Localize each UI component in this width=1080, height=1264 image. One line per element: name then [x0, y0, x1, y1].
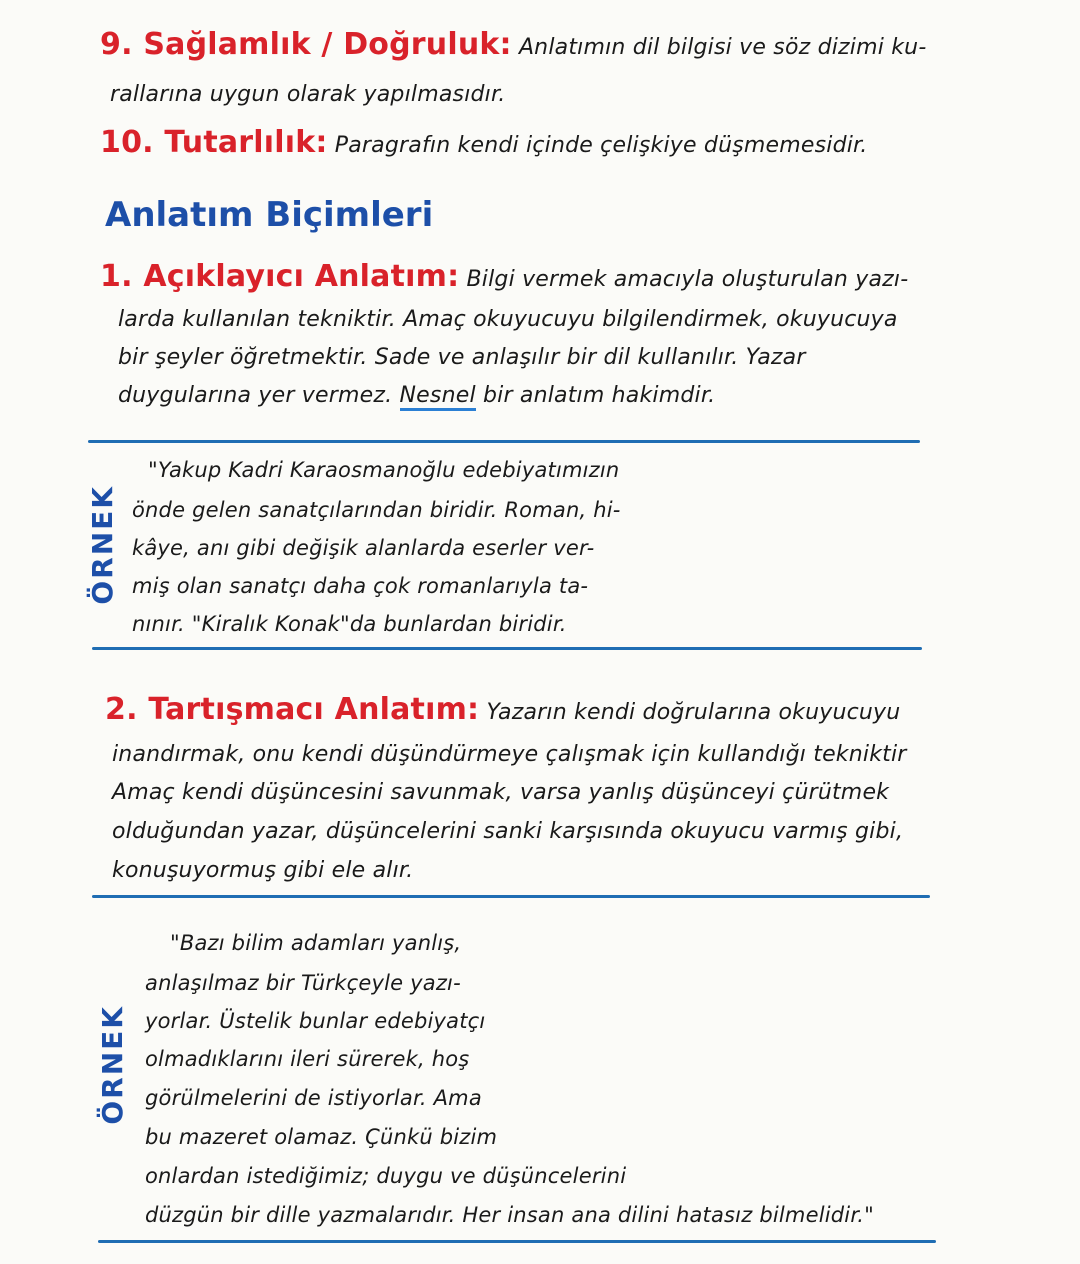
item1-line3: bir şeyler öğretmektir. Sade ve anlaşılır bir dil kullanılır. Yazar: [118, 345, 806, 370]
example1-line1: "Yakup Kadri Karaosmanoğlu edebiyatımızın: [148, 458, 620, 482]
example2-line7: onlardan istediğimiz; duygu ve düşüncelerini: [145, 1164, 627, 1188]
example1-line5: nınır. "Kiralık Konak"da bunlardan biridir.: [132, 612, 567, 636]
divider-2: [92, 647, 922, 650]
item2-line3: Amaç kendi düşüncesini savunmak, varsa yanlış düşünceyi çürütmek: [112, 780, 890, 805]
example2-line3: yorlar. Üstelik bunlar edebiyatçı: [145, 1009, 486, 1033]
item2-line5: konuşuyormuş gibi ele alır.: [112, 858, 414, 883]
item9-line2: rallarına uygun olarak yapılmasıdır.: [110, 82, 506, 107]
item2-line1: [105, 692, 901, 728]
example1-line3: kâye, anı gibi değişik alanlarda eserler ver-: [132, 536, 595, 560]
item1-underlined-word: Nesnel: [400, 383, 476, 411]
example2-line8: düzgün bir dille yazmalarıdır. Her insan ana dilini hatasız bilmelidir.": [145, 1203, 874, 1227]
example2-line6: bu mazeret olamaz. Çünkü bizim: [145, 1125, 498, 1149]
item10-line: [100, 125, 868, 161]
item1-text-1: Bilgi vermek amacıyla oluşturulan yazı-: [466, 267, 909, 292]
section-title: Anlatım Biçimleri: [105, 195, 434, 235]
item2-text-1: Yazarın kendi doğrularına okuyucuyu: [486, 700, 901, 725]
divider-1: [88, 440, 920, 443]
item9-title: 9. Sağlamlık / Doğruluk:: [100, 27, 512, 62]
item1-text-4b: bir anlatım hakimdir.: [482, 383, 716, 408]
item9-line1: [100, 27, 927, 63]
example1-label: ÖRNEK: [86, 485, 119, 605]
example2-line4: olmadıklarını ileri sürerek, hoş: [145, 1047, 470, 1071]
item1-line2: larda kullanılan tekniktir. Amaç okuyucuyu bilgilendirmek, okuyucuya: [118, 307, 898, 332]
item10-text: Paragrafın kendi içinde çelişkiye düşmemesidir.: [334, 133, 868, 158]
example1-line2: önde gelen sanatçılarından biridir. Roman, hi-: [132, 498, 621, 522]
divider-3: [92, 895, 930, 898]
example2-line2: anlaşılmaz bir Türkçeyle yazı-: [145, 971, 461, 995]
item2-line2: inandırmak, onu kendi düşündürmeye çalışmak için kullandığı tekniktir: [112, 742, 907, 767]
item1-line1: [100, 259, 909, 295]
item2-title: 2. Tartışmacı Anlatım:: [105, 692, 480, 727]
item9-text-1: Anlatımın dil bilgisi ve söz dizimi ku-: [518, 35, 927, 60]
item10-title: 10. Tutarlılık:: [100, 125, 328, 160]
item1-line4: [118, 381, 715, 411]
item1-title: 1. Açıklayıcı Anlatım:: [100, 259, 460, 294]
example2-line1: "Bazı bilim adamları yanlış,: [170, 931, 462, 955]
item1-text-4a: duygularına yer vermez.: [118, 383, 393, 408]
example1-line4: miş olan sanatçı daha çok romanlarıyla ta-: [132, 574, 589, 598]
divider-4: [98, 1240, 936, 1243]
example2-line5: görülmelerini de istiyorlar. Ama: [145, 1086, 482, 1110]
item2-line4: olduğundan yazar, düşüncelerini sanki karşısında okuyucu varmış gibi,: [112, 819, 904, 844]
example2-label: ÖRNEK: [96, 1005, 129, 1125]
